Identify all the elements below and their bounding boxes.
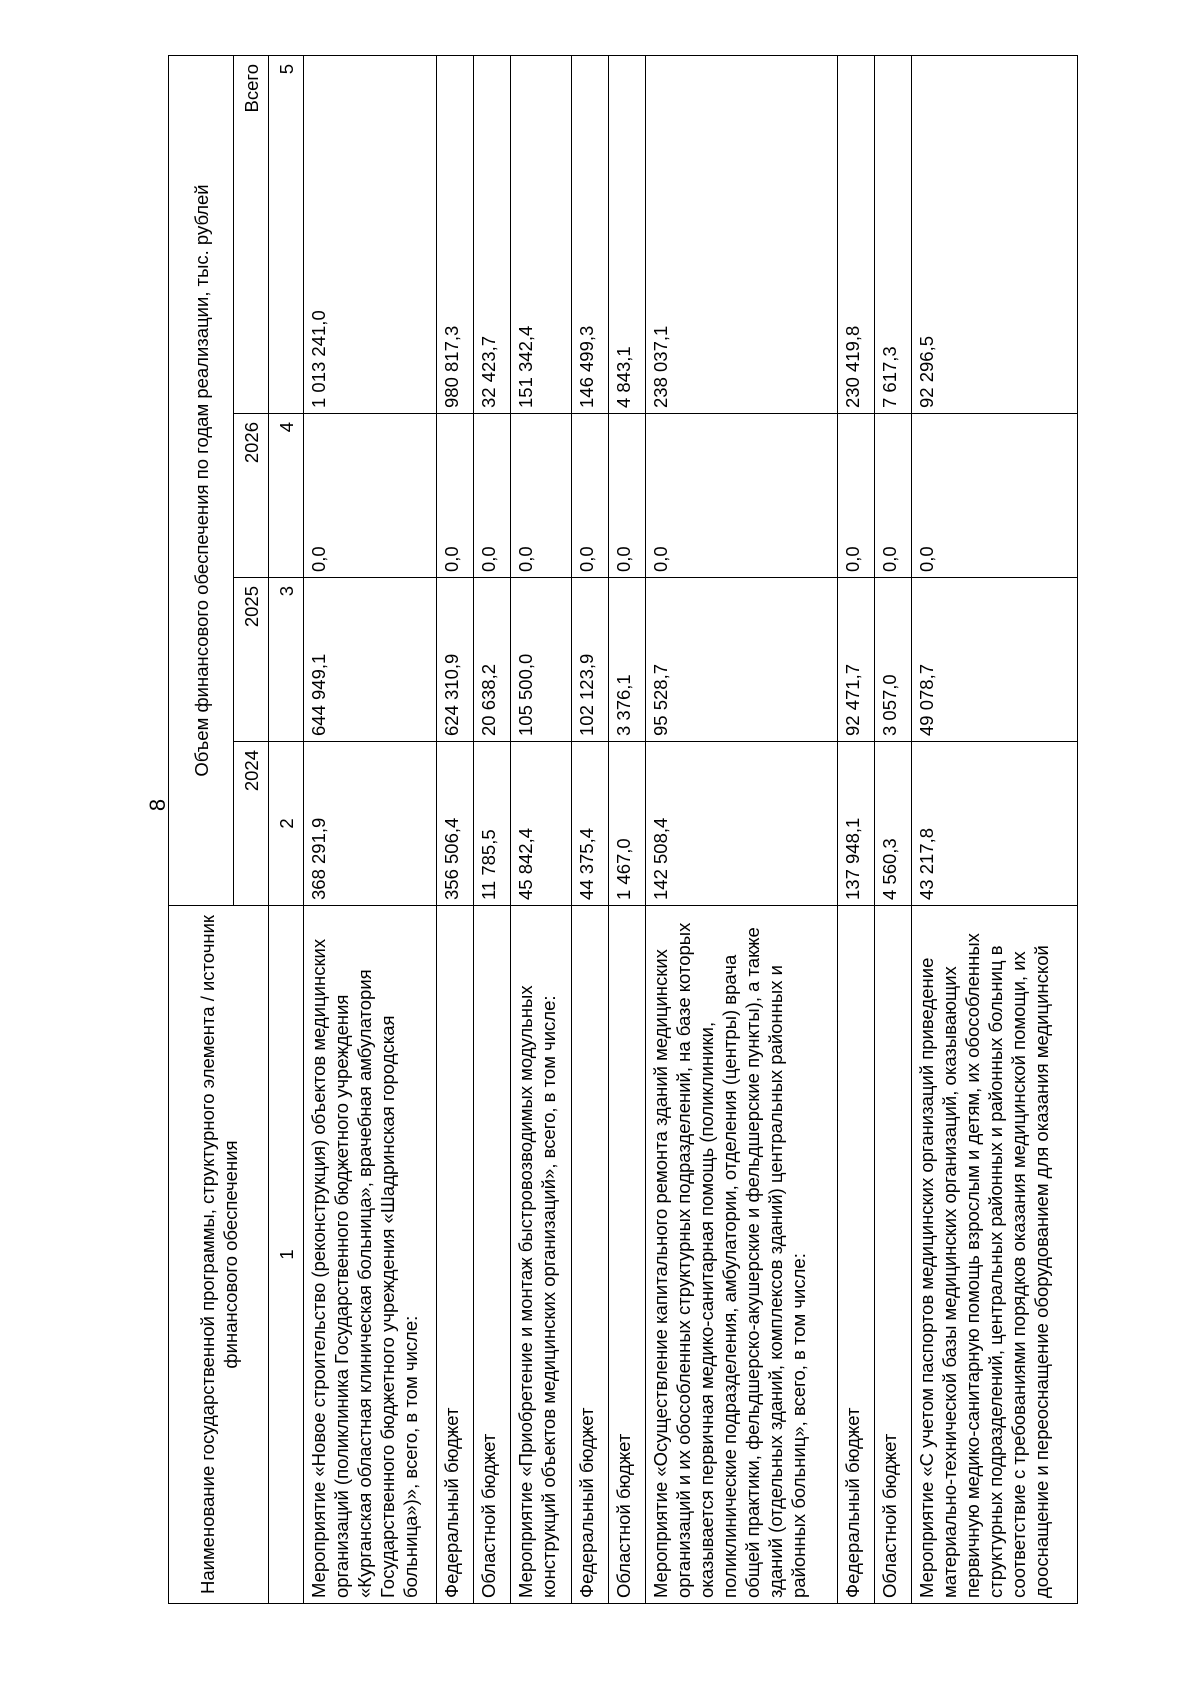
header-year-2026: 2026	[234, 414, 269, 578]
table-row	[304, 55, 437, 1603]
row-2026: 0,0	[304, 414, 437, 578]
header-year-2024: 2024	[234, 742, 269, 906]
row-name: Мероприятие «Приобретение и монтаж быстровозводимых модульных конструкций объектов медицинских организаций», всего, в том числе:	[511, 906, 572, 1604]
row-name: Мероприятие «Новое строительство (реконструкция) объектов медицинских организаций (поликлиника Государственного бюджетного учреждения «Курганская областная клиническая больница», врачебная амбулатория Государственного бюджетного учреждения «Шадринская городская больница»)», всего, в том числе:	[304, 906, 437, 1604]
header-year-2025: 2025	[234, 578, 269, 742]
row-2025: 105 500,0	[511, 578, 572, 742]
row-name: Федеральный бюджет	[838, 906, 875, 1604]
row-2026: 0,0	[609, 414, 646, 578]
row-total: 980 817,3	[437, 55, 474, 413]
row-2024: 11 785,5	[474, 742, 511, 906]
row-total: 4 843,1	[609, 55, 646, 413]
row-2026: 0,0	[646, 414, 838, 578]
header-volume: Объем финансового обеспечения по годам реализации, тыс. рублей	[169, 55, 234, 905]
row-2025: 624 310,9	[437, 578, 474, 742]
table-row	[474, 55, 511, 1603]
row-total: 7 617,3	[875, 55, 912, 413]
table-row	[437, 55, 474, 1603]
row-2024: 45 842,4	[511, 742, 572, 906]
table-row	[912, 55, 1078, 1603]
row-2024: 368 291,9	[304, 742, 437, 906]
header-num-4: 4	[269, 414, 304, 578]
row-2026: 0,0	[511, 414, 572, 578]
row-name: Областной бюджет	[875, 906, 912, 1604]
row-total: 92 296,5	[912, 55, 1078, 413]
row-name: Областной бюджет	[474, 906, 511, 1604]
row-total: 151 342,4	[511, 55, 572, 413]
row-2024: 137 948,1	[838, 742, 875, 906]
header-total: Всего	[234, 55, 269, 413]
table-row	[875, 55, 912, 1603]
row-2025: 20 638,2	[474, 578, 511, 742]
header-num-3: 3	[269, 578, 304, 742]
table-row	[609, 55, 646, 1603]
header-name: Наименование государственной программы, структурного элемента / источник финансового обеспечения	[169, 906, 269, 1604]
table-row	[572, 55, 609, 1603]
row-2024: 44 375,4	[572, 742, 609, 906]
row-total: 238 037,1	[646, 55, 838, 413]
row-2024: 43 217,8	[912, 742, 1078, 906]
row-2025: 3 376,1	[609, 578, 646, 742]
row-2025: 95 528,7	[646, 578, 838, 742]
page-number: 8	[145, 798, 170, 812]
row-name: Мероприятие «С учетом паспортов медицинских организаций приведение материально-технической базы медицинских организаций, оказывающих первичную медико-санитарную помощь взрослым и детям, их обособленных структурных подразделений, центральных районных и районных больниц в соответствие с требованиями порядков оказания медицинской помощи, их дооснащение и переоснащение оборудованием для оказания медицинской	[912, 906, 1078, 1604]
row-2026: 0,0	[875, 414, 912, 578]
row-2025: 102 123,9	[572, 578, 609, 742]
row-2024: 356 506,4	[437, 742, 474, 906]
row-2025: 92 471,7	[838, 578, 875, 742]
row-2024: 142 508,4	[646, 742, 838, 906]
row-2026: 0,0	[838, 414, 875, 578]
table-row	[511, 55, 572, 1603]
row-2026: 0,0	[572, 414, 609, 578]
table-row	[838, 55, 875, 1603]
row-total: 32 423,7	[474, 55, 511, 413]
row-2024: 1 467,0	[609, 742, 646, 906]
header-row-numbers	[269, 55, 304, 1603]
row-total: 1 013 241,0	[304, 55, 437, 413]
financing-table	[168, 55, 1078, 1604]
header-num-5: 5	[269, 55, 304, 413]
row-2025: 49 078,7	[912, 578, 1078, 742]
row-name: Мероприятие «Осуществление капитального ремонта зданий медицинских организаций и их обособленных структурных подразделений, на базе которых оказывается первичная медико-санитарная помощь (поликлиники, поликлинические подразделения, амбулатории, отделения (центры) врача общей практики, фельдшерско-акушерские и фельдшерские пункты), а также зданий (отдельных зданий, комплексов зданий) центральных районных и районных больниц», всего, в том числе:	[646, 906, 838, 1604]
row-2026: 0,0	[437, 414, 474, 578]
header-row-1	[169, 55, 234, 1603]
header-num-2: 2	[269, 742, 304, 906]
header-num-1: 1	[269, 906, 304, 1604]
row-2024: 4 560,3	[875, 742, 912, 906]
row-total: 230 419,8	[838, 55, 875, 413]
row-name: Федеральный бюджет	[572, 906, 609, 1604]
row-2026: 0,0	[912, 414, 1078, 578]
rotated-table-container	[168, 56, 1078, 1604]
row-total: 146 499,3	[572, 55, 609, 413]
row-2025: 3 057,0	[875, 578, 912, 742]
row-name: Областной бюджет	[609, 906, 646, 1604]
row-2025: 644 949,1	[304, 578, 437, 742]
row-name: Федеральный бюджет	[437, 906, 474, 1604]
table-row	[646, 55, 838, 1603]
row-2026: 0,0	[474, 414, 511, 578]
